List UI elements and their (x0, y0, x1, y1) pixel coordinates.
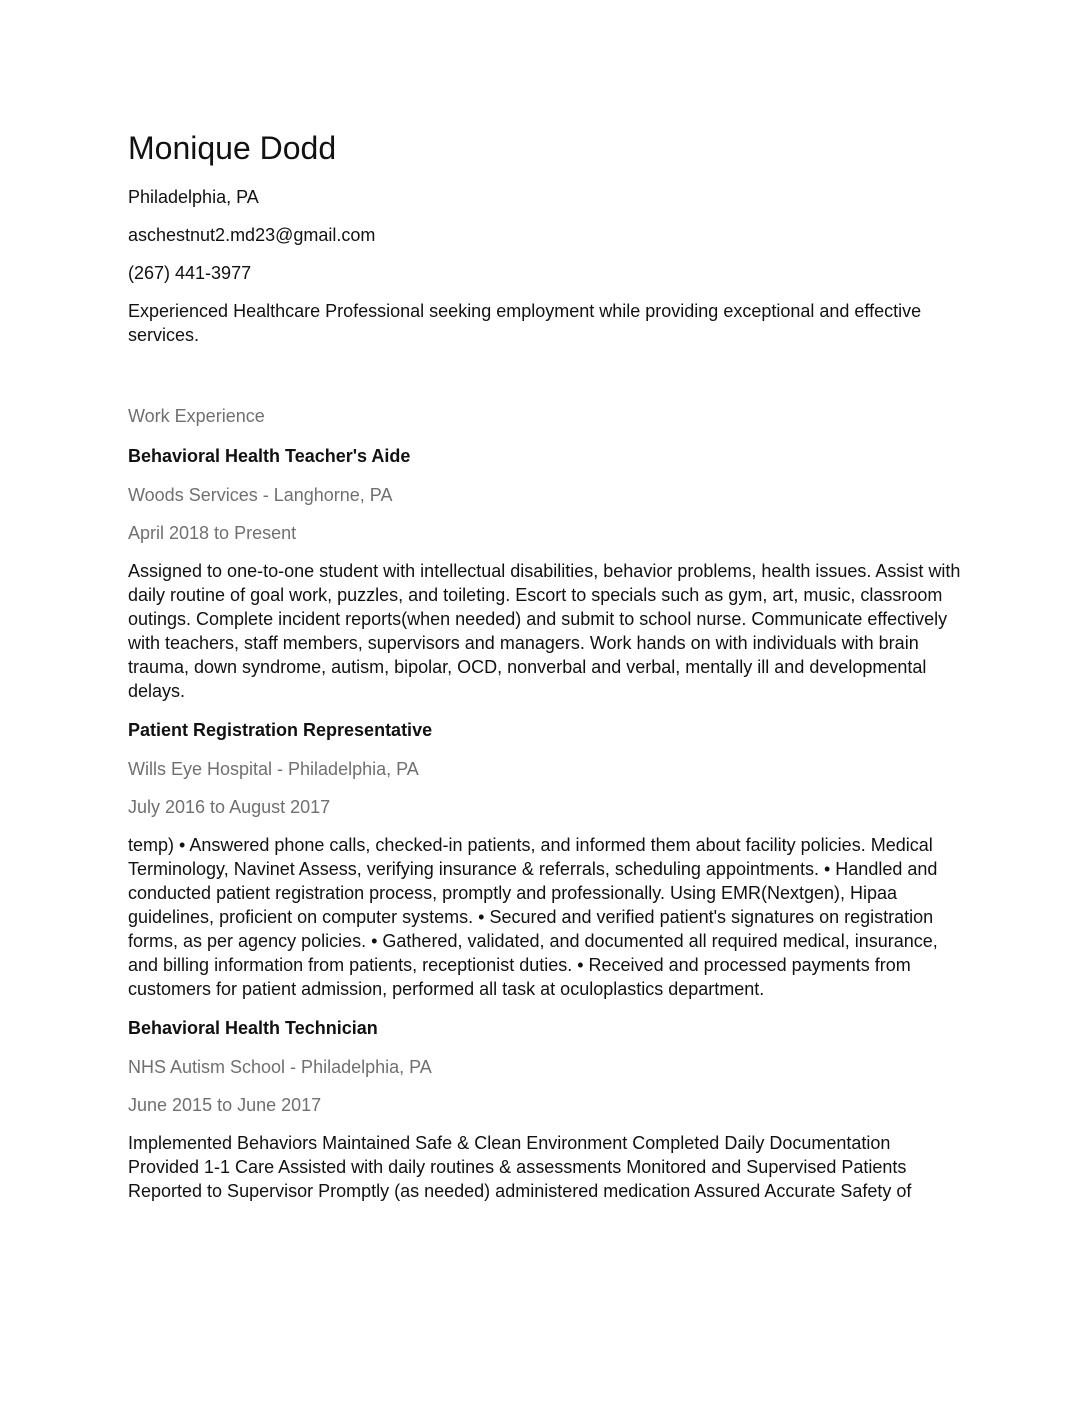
job-dates: July 2016 to August 2017 (128, 797, 331, 817)
job-entry (128, 444, 964, 703)
job-title: Behavioral Health Teacher's Aide (128, 446, 411, 466)
job-dates: June 2015 to June 2017 (128, 1095, 322, 1115)
job-employer: NHS Autism School - Philadelphia, PA (128, 1057, 432, 1077)
job-title: Behavioral Health Technician (128, 1018, 378, 1038)
job-description: temp) • Answered phone calls, checked-in patients, and informed them about facility policies. Medical Terminology, Navinet Assess, verifying insurance & referrals, scheduling appointments. • Handled and conducted patient registration process, promptly and professionally. Using EMR(Nextgen), Hipaa guidelines, proficient on computer systems. • Secured and verified patient's signatures on registration forms, as per agency policies. • Gathered, validated, and documented all required medical, insurance, and billing information from patients, receptionist duties. • Received and processed payments from customers for patient admission, performed all task at oculoplastics department. (128, 835, 938, 999)
location: Philadelphia, PA (128, 187, 259, 207)
job-entry (128, 1016, 964, 1203)
job-entry (128, 718, 964, 1001)
job-description: Implemented Behaviors Maintained Safe & Clean Environment Completed Daily Documentation Provided 1-1 Care Assisted with daily routines & assessments Monitored and Supervised Patients Reported to Supervisor Promptly (as needed) administered medication Assured Accurate Safety of (128, 1133, 912, 1201)
job-employer: Wills Eye Hospital - Philadelphia, PA (128, 759, 419, 779)
job-description: Assigned to one-to-one student with intellectual disabilities, behavior problems, health issues. Assist with daily routine of goal work, puzzles, and toileting. Escort to specials such as gym, art, music, classroom outings. Complete incident reports(when needed) and submit to school nurse. Communicate effectively with teachers, staff members, supervisors and managers. Work hands on with individuals with brain trauma, down syndrome, autism, bipolar, OCD, nonverbal and verbal, mentally ill and developmental delays. (128, 561, 961, 701)
job-title: Patient Registration Representative (128, 720, 433, 740)
candidate-name: Monique Dodd (128, 130, 337, 166)
phone-number: (267) 441-3977 (128, 263, 252, 283)
job-dates: April 2018 to Present (128, 523, 297, 543)
job-employer: Woods Services - Langhorne, PA (128, 485, 393, 505)
work-experience-heading: Work Experience (128, 406, 265, 426)
email-address: aschestnut2.md23@gmail.com (128, 225, 376, 245)
professional-summary: Experienced Healthcare Professional seeking employment while providing exceptional and effective services. (128, 301, 922, 345)
resume-page (128, 128, 964, 1218)
